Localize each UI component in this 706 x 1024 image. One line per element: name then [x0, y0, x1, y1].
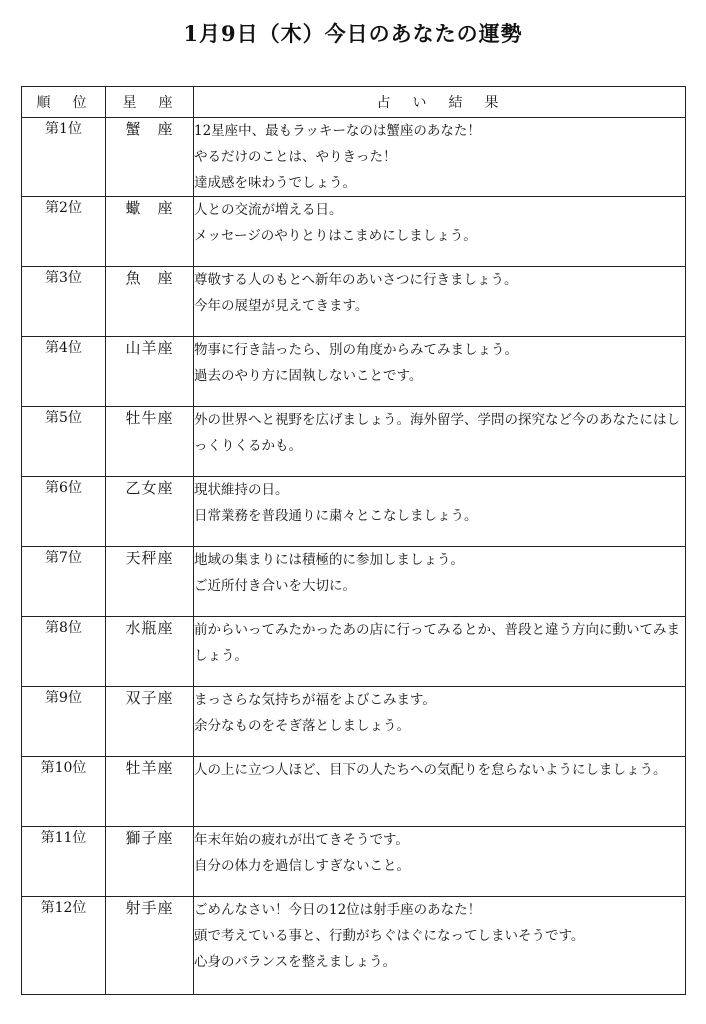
- fortune-text-line: やるだけのことは、やりきった！: [194, 149, 397, 165]
- fortune-text-line: 心身のバランスを整えましょう。: [194, 954, 397, 970]
- fortune-text-line: 人との交流が増える日。: [194, 202, 343, 218]
- zodiac-sign-cell: 山羊座: [106, 337, 194, 407]
- table-row: [22, 267, 686, 337]
- zodiac-sign-cell: 魚 座: [106, 267, 194, 337]
- zodiac-sign-cell: 蠍 座: [106, 197, 194, 267]
- table-row: [22, 617, 686, 687]
- fortune-result-cell: [194, 267, 686, 337]
- rank-cell: 第6位: [22, 477, 106, 547]
- rank-cell: 第1位: [22, 118, 106, 197]
- fortune-text-line: ご近所付き合いを大切に。: [194, 578, 356, 594]
- table-row: [22, 687, 686, 757]
- fortune-text-line: 物事に行き詰ったら、別の角度からみてみましょう。: [194, 342, 518, 358]
- rank-cell: 第8位: [22, 617, 106, 687]
- fortune-text-line: 日常業務を普段通りに粛々とこなしましょう。: [194, 508, 478, 524]
- table-row: [22, 827, 686, 897]
- table-row: [22, 118, 686, 197]
- zodiac-sign-cell: 牡牛座: [106, 407, 194, 477]
- zodiac-sign-cell: 牡羊座: [106, 757, 194, 827]
- zodiac-sign-cell: 射手座: [106, 897, 194, 995]
- table-row: [22, 197, 686, 267]
- fortune-text-line: ごめんなさい！今日の12位は射手座のあなた！: [194, 902, 482, 918]
- fortune-text-line: 現状維持の日。: [194, 482, 289, 498]
- fortune-result-cell: [194, 547, 686, 617]
- fortune-result-cell: [194, 337, 686, 407]
- table-row: [22, 547, 686, 617]
- table-body: [22, 118, 686, 995]
- zodiac-sign-cell: 獅子座: [106, 827, 194, 897]
- fortune-result-cell: [194, 827, 686, 897]
- table-header-row: [22, 87, 686, 118]
- table-row: [22, 477, 686, 547]
- fortune-result-cell: [194, 617, 686, 687]
- fortune-text-line: 年末年始の疲れが出てきそうです。: [194, 832, 409, 848]
- zodiac-sign-cell: 双子座: [106, 687, 194, 757]
- table-row: [22, 337, 686, 407]
- fortune-text-line: 地域の集まりには積極的に参加しましょう。: [194, 552, 464, 568]
- zodiac-sign-cell: 乙女座: [106, 477, 194, 547]
- fortune-text-line: 12星座中、最もラッキーなのは蟹座のあなた！: [194, 123, 481, 139]
- fortune-result-cell: [194, 118, 686, 197]
- fortune-result-cell: [194, 897, 686, 995]
- rank-cell: 第3位: [22, 267, 106, 337]
- fortune-text-line: 外の世界へと視野を広げましょう。海外留学、学問の探究など今のあなたにはしっくりくるかも。: [194, 412, 680, 454]
- fortune-ranking-table: [21, 86, 686, 995]
- fortune-text-line: 今年の展望が見えてきます。: [194, 298, 369, 314]
- fortune-text-line: 頭で考えている事と、行動がちぐはぐになってしまいそうです。: [194, 928, 585, 944]
- rank-cell: 第10位: [22, 757, 106, 827]
- fortune-text-line: 自分の体力を過信しすぎないこと。: [194, 858, 410, 874]
- zodiac-sign-cell: 蟹 座: [106, 118, 194, 197]
- fortune-result-cell: [194, 197, 686, 267]
- rank-cell: 第5位: [22, 407, 106, 477]
- fortune-text-line: 人の上に立つ人ほど、目下の人たちへの気配りを怠らないようにしましょう。: [194, 762, 667, 778]
- table-row: [22, 897, 686, 995]
- fortune-text-line: 尊敬する人のもとへ新年のあいさつに行きましょう。: [194, 272, 518, 288]
- rank-cell: 第2位: [22, 197, 106, 267]
- column-header-sign: 星 座: [106, 87, 194, 118]
- fortune-text-line: まっさらな気持ちが福をよびこみます。: [194, 692, 436, 708]
- fortune-result-cell: [194, 477, 686, 547]
- fortune-text-line: 余分なものをそぎ落としましょう。: [194, 718, 410, 734]
- rank-cell: 第4位: [22, 337, 106, 407]
- table-row: [22, 407, 686, 477]
- column-header-rank: 順 位: [22, 87, 106, 118]
- fortune-text-line: 過去のやり方に固執しないことです。: [194, 368, 423, 384]
- fortune-result-cell: [194, 687, 686, 757]
- fortune-result-cell: [194, 757, 686, 827]
- table-row: [22, 757, 686, 827]
- fortune-result-cell: [194, 407, 686, 477]
- fortune-text-line: 前からいってみたかったあの店に行ってみるとか、普段と違う方向に動いてみましょう。: [194, 622, 680, 664]
- rank-cell: 第9位: [22, 687, 106, 757]
- rank-cell: 第12位: [22, 897, 106, 995]
- zodiac-sign-cell: 水瓶座: [106, 617, 194, 687]
- rank-cell: 第11位: [22, 827, 106, 897]
- zodiac-sign-cell: 天秤座: [106, 547, 194, 617]
- fortune-text-line: メッセージのやりとりはこまめにしましょう。: [194, 228, 477, 244]
- fortune-text-line: 達成感を味わうでしょう。: [194, 175, 356, 191]
- page-title: 1月9日（木）今日のあなたの運勢: [183, 21, 523, 46]
- rank-cell: 第7位: [22, 547, 106, 617]
- column-header-result: 占 い 結 果: [194, 87, 686, 118]
